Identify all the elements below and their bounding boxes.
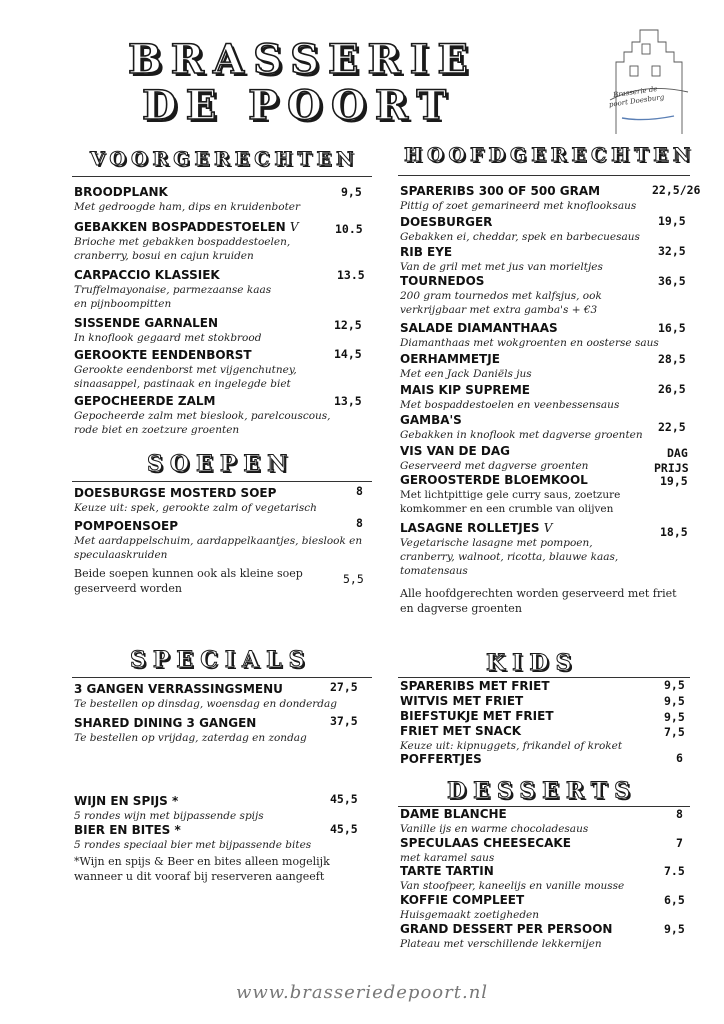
menu-item-bloemkool: GEROOSTERDE BLOEMKOOL Met lichtpittige gele curry saus, zoetzure komkommer en een crumble van olijven [400, 473, 621, 515]
menu-price: 28,5 [658, 352, 686, 366]
section-title-kids: KIDS [486, 650, 579, 676]
menu-price: 19,5 [658, 214, 686, 228]
menu-item-grand-dessert: GRAND DESSERT PER PERSOON Plateau met verschillende lekkernijen [400, 922, 613, 950]
divider [398, 175, 690, 176]
menu-price: 14,5 [334, 347, 362, 361]
menu-item-cheesecake: SPECULAAS CHEESECAKE met karamel saus [400, 836, 571, 864]
menu-item-garnalen: SISSENDE GARNALEN In knoflook gegaard met stokbrood [74, 316, 262, 344]
menu-item-dame-blanche: DAME BLANCHE Vanille ijs en warme chocoladesaus [400, 807, 589, 835]
menu-price: 8 [356, 484, 363, 498]
menu-item-doesburger: DOESBURGER Gebakken ei, cheddar, spek en barbecuesaus [400, 215, 640, 243]
menu-price: 5,5 [343, 572, 364, 586]
specials-note: *Wijn en spijs & Beer en bites alleen mogelijk wanneer u dit vooraf bij reserveren aangeeft [74, 855, 330, 883]
menu-price: 7 [676, 836, 683, 850]
menu-price: 9,5 [664, 678, 685, 692]
menu-item-koffie-compleet: KOFFIE COMPLEET Huisgemaakt zoetigheden [400, 893, 540, 921]
section-title-specials: SPECIALS [130, 647, 312, 673]
menu-price: 6,5 [664, 893, 685, 907]
menu-price: 36,5 [658, 274, 686, 288]
vegetarian-mark: V [543, 521, 553, 535]
menu-item-gambas: GAMBA'S Gebakken in knoflook met dagverse groenten [400, 413, 643, 441]
divider [72, 677, 372, 678]
section-title-voorgerechten: VOORGERECHTEN [90, 148, 359, 170]
menu-item-eendenborst: GEROOKTE EENDENBORST Gerookte eendenborst met vijgenchutney, sinaasappel, pastinaak en ingelegde biet [74, 348, 297, 390]
menu-item-mais-kip: MAIS KIP SUPREME Met bospaddestoelen en veenbessensaus [400, 383, 620, 411]
menu-price: 37,5 [330, 714, 358, 728]
divider [398, 677, 690, 678]
menu-item-bier-en-bites: BIER EN BITES * 5 rondes speciaal bier met bijpassende bites [74, 823, 312, 851]
menu-item-oerhammetje: OERHAMMETJE Met een Jack Daniëls jus [400, 352, 532, 380]
section-title-desserts: DESSERTS [447, 778, 638, 804]
menu-price: 10.5 [335, 222, 363, 236]
menu-price: 9,5 [664, 922, 685, 936]
brand-line-1: BRASSERIE [128, 36, 477, 83]
menu-price: 9,5 [664, 710, 685, 724]
menu-price: 12,5 [334, 318, 362, 332]
menu-item-kids-biefstukje: BIEFSTUKJE MET FRIET [400, 709, 554, 723]
menu-price: 26,5 [658, 382, 686, 396]
menu-price: 8 [676, 807, 683, 821]
menu-price: 18,5 [660, 525, 688, 539]
menu-item-tournedos: TOURNEDOS 200 gram tournedos met kalfsjus, ook verkrijgbaar met extra gamba's + €3 [400, 274, 602, 316]
menu-item-shared-dining: SHARED DINING 3 GANGEN Te bestellen op vrijdag, zaterdag en zondag [74, 716, 307, 744]
menu-price: 27,5 [330, 680, 358, 694]
menu-item-diamanthaas: SALADE DIAMANTHAAS Diamanthaas met wokgroenten en oosterse saus [400, 321, 659, 349]
section-title-soepen: SOEPEN [147, 451, 295, 477]
menu-price: 16,5 [658, 321, 686, 335]
menu-item-spareribs: SPARERIBS 300 OF 500 GRAM Pittig of zoet gemarineerd met knoflooksaus [400, 184, 637, 212]
menu-price-line-2: PRIJS [654, 461, 689, 475]
menu-price: 22,5 [658, 420, 686, 434]
building-logo-icon [604, 22, 690, 138]
menu-price: 13,5 [334, 394, 362, 408]
menu-price: 7,5 [664, 725, 685, 739]
menu-item-bospaddestoelen: GEBAKKEN BOSPADDESTOELEN V Brioche met gebakken bospaddestoelen, cranberry, bosui en cajun kruiden [74, 220, 299, 262]
menu-item-tarte-tartin: TARTE TARTIN Van stoofpeer, kaneelijs en vanille mousse [400, 864, 625, 892]
menu-item-broodplank: BROODPLANK Met gedroogde ham, dips en kruidenboter [74, 185, 301, 213]
menu-item-mosterdsoep: DOESBURGSE MOSTERD SOEP Keuze uit: spek, gerookte zalm of vegetarisch [74, 486, 317, 514]
menu-price: 22,5/26 [652, 183, 701, 197]
menu-price: 7.5 [664, 864, 685, 878]
menu-item-kids-spareribs: SPARERIBS MET FRIET [400, 679, 550, 693]
menu-item-lasagne: LASAGNE ROLLETJES V Vegetarische lasagne met pompoen, cranberry, walnoot, ricotta, blauwe kaas, tomatensaus [400, 521, 619, 577]
brand-line-2: DE POORT [142, 82, 456, 129]
menu-price: 45,5 [330, 792, 358, 806]
menu-price: 13.5 [337, 268, 365, 282]
menu-price: 9,5 [664, 694, 685, 708]
menu-item-verrassingsmenu: 3 GANGEN VERRASSINGSMENU Te bestellen op dinsdag, woensdag en donderdag [74, 682, 338, 710]
menu-item-rib-eye: RIB EYE Van de gril met met jus van morieltjes [400, 245, 603, 273]
menu-price: 19,5 [660, 474, 688, 488]
menu-item-pompoensoep: POMPOENSOEP Met aardappelschuim, aardappelkaantjes, bieslook en speculaaskruiden [74, 519, 363, 561]
menu-item-kids-witvis: WITVIS MET FRIET [400, 694, 524, 708]
menu-item-vis-van-de-dag: VIS VAN DE DAG Geserveerd met dagverse groenten [400, 444, 589, 472]
logo-text: Brasserie de poort Doesburg [608, 84, 665, 109]
menu-item-kids-poffertjes: POFFERTJES [400, 752, 482, 766]
menu-price: DAG [667, 446, 688, 460]
menu-item-kids-snack: FRIET MET SNACK Keuze uit: kipnuggets, frikandel of kroket [400, 724, 623, 752]
menu-price: 9,5 [341, 185, 362, 199]
menu-price: 8 [356, 516, 363, 530]
hoofdgerechten-note: Alle hoofdgerechten worden geserveerd met friet en dagverse groenten [400, 587, 677, 615]
soepen-note: Beide soepen kunnen ook als kleine soep geserveerd worden [74, 567, 303, 595]
menu-price: 45,5 [330, 822, 358, 836]
website-link[interactable]: www.brasseriedepoort.nl [235, 982, 489, 1003]
section-title-hoofdgerechten: HOOFDGERECHTEN [404, 144, 696, 166]
vegetarian-mark: V [289, 220, 299, 234]
menu-item-carpaccio: CARPACCIO KLASSIEK Truffelmayonaise, parmezaanse kaas en pijnboompitten [74, 268, 272, 310]
menu-item-wijn-en-spijs: WIJN EN SPIJS * 5 rondes wijn met bijpassende spijs [74, 794, 264, 822]
menu-price: 6 [676, 751, 683, 765]
divider [72, 176, 372, 177]
divider [72, 481, 372, 482]
menu-price: 32,5 [658, 244, 686, 258]
menu-item-zalm: GEPOCHEERDE ZALM Gepocheerde zalm met bieslook, parelcouscous, rode biet en zoetzure groenten [74, 394, 331, 436]
